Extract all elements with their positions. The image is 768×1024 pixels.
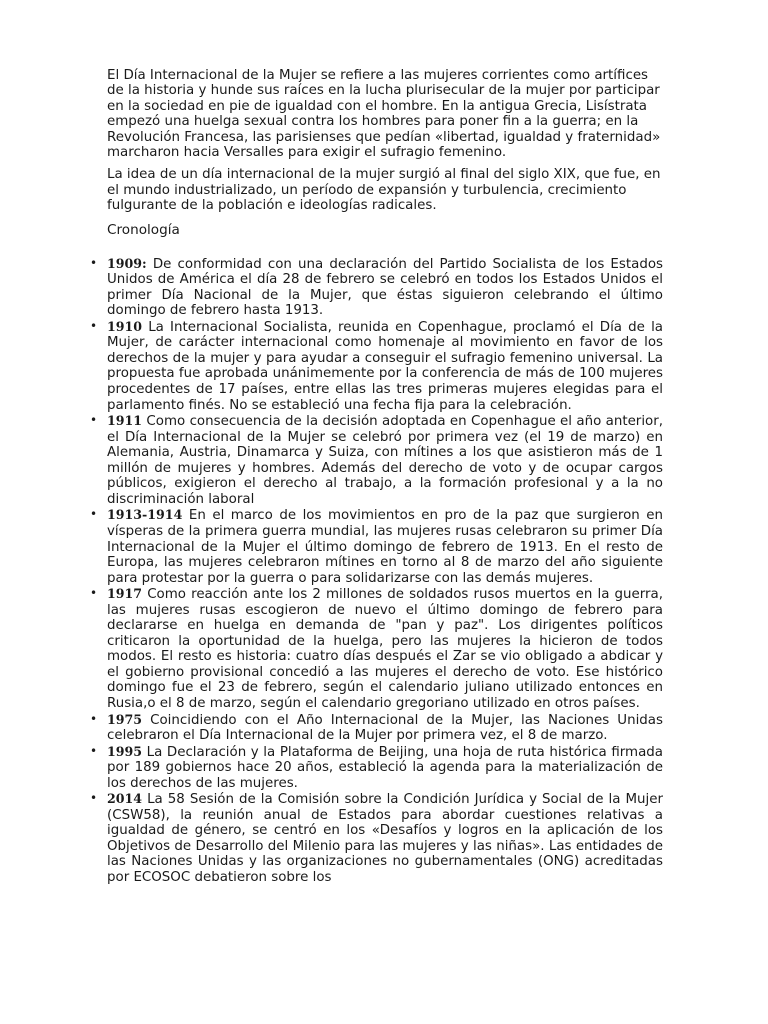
- item-year: 1975: [107, 711, 143, 727]
- chronology-item-1909: [90, 255, 663, 319]
- chronology-item-1910: [90, 318, 663, 413]
- chronology-item-1975: [90, 711, 663, 744]
- intro-paragraph-1: El Día Internacional de la Mujer se refiere a las mujeres corrientes como artífices de la historia y hunde sus raíces en la lucha plurisecular de la mujer por participar en la sociedad en pie de igualdad con el hombre. En la antigua Grecia, Lisístrata empezó una huelga sexual contra los hombres para poner fin a la guerra; en la Revolución Francesa, las parisienses que pedían «libertad, igualdad y fraternidad» marcharon hacia Versalles para exigir el sufragio femenino.: [107, 68, 661, 161]
- item-text: La 58 Sesión de la Comisión sobre la Condición Jurídica y Social de la Mujer (CSW58), la reunión anual de Estados para abordar cuestiones relativas a igualdad de género, se centró en los «Desafíos y logros en la aplicación de los Objetivos de Desarrollo del Milenio para las mujeres y las niñas». Las entidades de las Naciones Unidas y las organizaciones no gubernamentales (ONG) acreditadas por ECOSOC debatieron sobre los: [107, 792, 663, 885]
- document-page: [90, 68, 663, 886]
- bullet-icon: •: [90, 586, 98, 601]
- chronology-item-1995: [90, 743, 663, 792]
- bullet-icon: •: [90, 255, 98, 270]
- item-text: En el marco de los movimientos en pro de la paz que surgieron en vísperas de la primera guerra mundial, las mujeres rusas celebraron su primer Día Internacional de la Mujer el último domingo de febrero de 1913. En el resto de Europa, las mujeres celebraron mítines en torno al 8 de marzo del año siguiente para protestar por la guerra o para solidarizarse con las demás mujeres.: [107, 508, 663, 586]
- item-text: La Declaración y la Plataforma de Beijing, una hoja de ruta histórica firmada por 189 gobiernos hace 20 años, estableció la agenda para la materialización de los derechos de las mujeres.: [107, 744, 663, 791]
- item-year: 1910: [107, 318, 143, 334]
- bullet-icon: •: [90, 507, 98, 522]
- bullet-icon: •: [90, 711, 98, 726]
- chronology-item-2014: [90, 791, 663, 885]
- item-year: 1909:: [107, 255, 147, 271]
- chronology-item-1911: [90, 413, 663, 507]
- item-text: Coincidiendo con el Año Internacional de la Mujer, las Naciones Unidas celebraron el Día Internacional de la Mujer por primera vez, el 8 de marzo.: [107, 712, 663, 744]
- item-year: 1995: [107, 743, 143, 759]
- intro-paragraph-2: La idea de un día internacional de la mujer surgió al final del siglo XIX, que fue, en el mundo industrializado, un período de expansión y turbulencia, crecimiento fulgurante de la población e ideologías radicales.: [107, 167, 661, 214]
- bullet-icon: •: [90, 791, 98, 806]
- bullet-icon: •: [90, 318, 98, 333]
- item-year: 1917: [107, 586, 143, 602]
- bullet-icon: •: [90, 743, 98, 758]
- item-text: Como consecuencia de la decisión adoptada en Copenhague el año anterior, el Día Internacional de la Mujer se celebró por primera vez (el 19 de marzo) en Alemania, Austria, Dinamarca y Suiza, con mítines a los que asistieron más de 1 millón de mujeres y hombres. Además del derecho de voto y de ocupar cargos públicos, exigieron el derecho al trabajo, a la formación profesional y a la no discriminación laboral: [107, 414, 663, 507]
- item-text: Como reacción ante los 2 millones de soldados rusos muertos en la guerra, las mujeres rusas escogieron de nuevo el último domingo de febrero para declararse en huelga en demanda de "pan y paz". Los dirigentes políticos criticaron la oportunidad de la huelga, pero las mujeres la hicieron de todos modos. El resto es historia: cuatro días después el Zar se vio obligado a abdicar y el gobierno provisional concedió a las mujeres el derecho de voto. Ese histórico domingo fue el 23 de febrero, según el calendario juliano utilizado entonces en Rusia,o el 8 de marzo, según el calendario gregoriano utilizado en otros países.: [107, 587, 663, 711]
- chronology-list: [90, 255, 663, 886]
- chronology-item-1913-1914: [90, 507, 663, 586]
- item-year: 1911: [107, 413, 143, 429]
- bullet-icon: •: [90, 413, 98, 428]
- item-year: 1913-1914: [107, 507, 183, 523]
- intro-section: [107, 68, 663, 214]
- chronology-item-1917: [90, 586, 663, 711]
- chronology-heading: Cronología: [107, 221, 180, 238]
- item-text: De conformidad con una declaración del Partido Socialista de los Estados Unidos de América el día 28 de febrero se celebró en todos los Estados Unidos el primer Día Nacional de la Mujer, que éstas siguieron celebrando el último domingo de febrero hasta 1913.: [107, 256, 663, 319]
- item-year: 2014: [107, 791, 143, 807]
- item-text: La Internacional Socialista, reunida en Copenhague, proclamó el Día de la Mujer, de carácter internacional como homenaje al movimiento en favor de los derechos de la mujer y para ayudar a conseguir el sufragio femenino universal. La propuesta fue aprobada unánimemente por la conferencia de más de 100 mujeres procedentes de 17 países, entre ellas las tres primeras mujeres elegidas para el parlamento finés. No se estableció una fecha fija para la celebración.: [107, 319, 663, 413]
